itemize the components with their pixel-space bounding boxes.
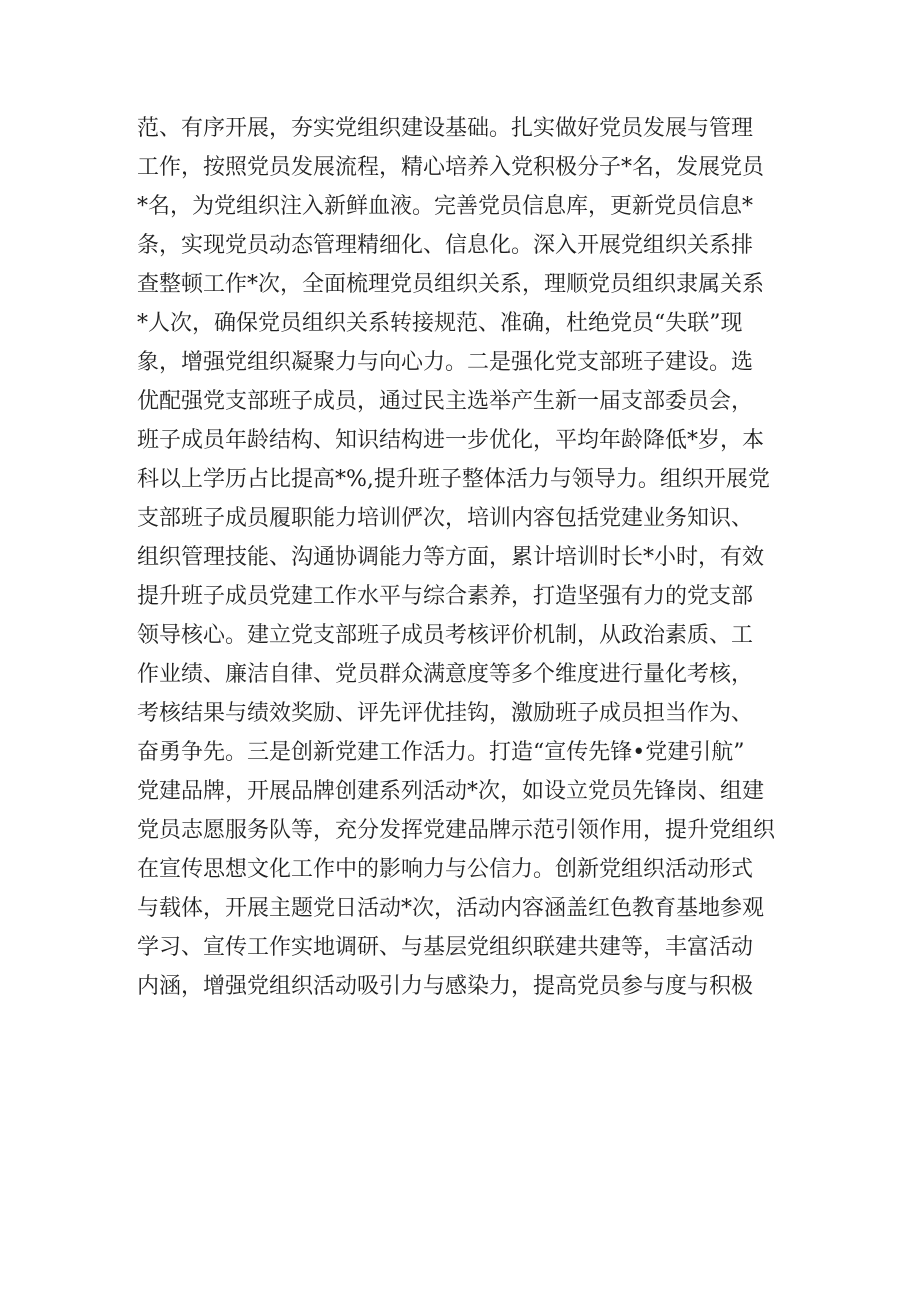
text-line: 象，增强党组织凝聚力与向心力。二是强化党支部班子建设。选 (137, 350, 754, 375)
text-line: 工作，按照党员发展流程，精心培养入党积极分子*名，发展党员 (137, 155, 765, 180)
text-line: 优配强党支部班子成员，通过民主选举产生新一届支部委员会， (137, 389, 754, 414)
text-line: 考核结果与绩效奖励、评先评优挂钩，激励班子成员担当作为、 (137, 701, 754, 726)
text-line: *名，为党组织注入新鲜血液。完善党员信息库，更新党员信息* (137, 194, 754, 219)
text-line: 提升班子成员党建工作水平与综合素养，打造坚强有力的党支部 (137, 584, 754, 609)
text-line: 条，实现党员动态管理精细化、信息化。深入开展党组织关系排 (137, 233, 754, 258)
text-line: 支部班子成员履职能力培训俨次，培训内容包括党建业务知识、 (137, 506, 754, 531)
text-line: 查整顿工作*次，全面梳理党员组织关系，理顺党员组织隶属关系 (137, 272, 765, 297)
text-line: 党员志愿服务队等，充分发挥党建品牌示范引领作用，提升党组织 (137, 818, 776, 843)
text-line: 范、有序开展，夯实党组织建设基础。扎实做好党员发展与管理 (137, 116, 754, 141)
text-line: 作业绩、廉洁自律、党员群众满意度等多个维度进行量化考核， (137, 662, 754, 687)
text-line: 组织管理技能、沟通协调能力等方面，累计培训时长*小时，有效 (137, 545, 765, 570)
text-line: 奋勇争先。三是创新党建工作活力。打造“宣传先锋•党建引航” (137, 740, 745, 765)
body-paragraph (137, 109, 797, 1006)
text-line: 党建品牌，开展品牌创建系列活动*次，如设立党员先锋岗、组建 (137, 779, 765, 804)
text-line: 在宣传思想文化工作中的影响力与公信力。创新党组织活动形式 (137, 857, 754, 882)
text-line: 学习、宣传工作实地调研、与基层党组织联建共建等，丰富活动 (137, 935, 754, 960)
text-line: 内涵，增强党组织活动吸引力与感染力，提高党员参与度与积极 (137, 974, 754, 999)
text-line: *人次，确保党员组织关系转接规范、准确，杜绝党员“失联”现 (137, 311, 743, 336)
text-line: 科以上学历占比提高*%,提升班子整体活力与领导力。组织开展党 (137, 467, 770, 492)
text-line: 与载体，开展主题党日活动*次，活动内容涵盖红色教育基地参观 (137, 896, 765, 921)
text-line: 班子成员年龄结构、知识结构进一步优化，平均年龄降低*岁，本 (137, 428, 765, 453)
text-line: 领导核心。建立党支部班子成员考核评价机制，从政治素质、工 (137, 623, 754, 648)
